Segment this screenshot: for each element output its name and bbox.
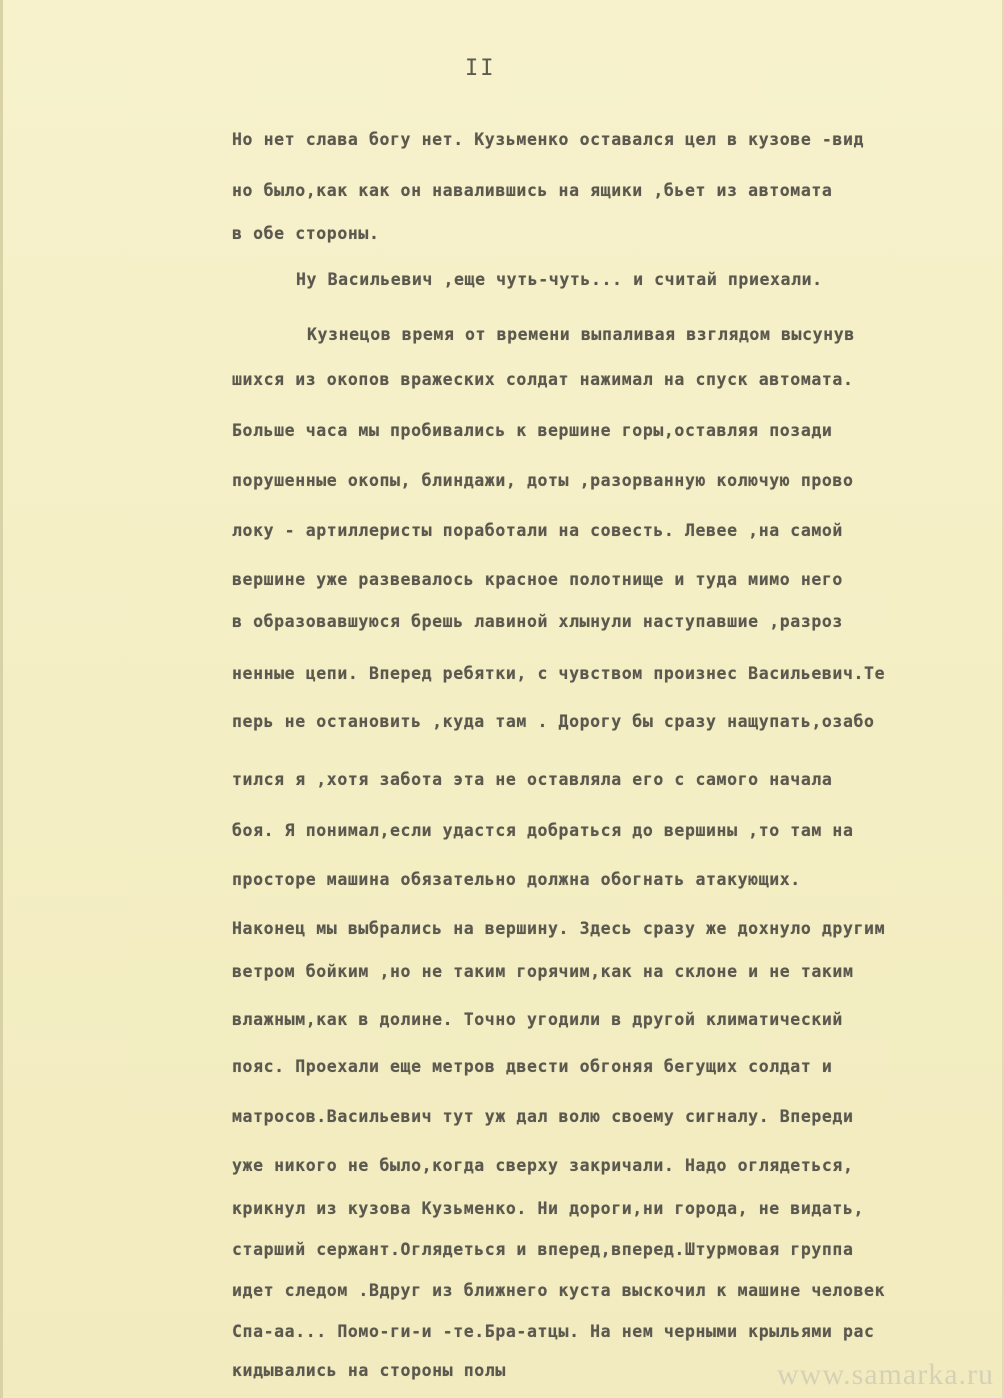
text-line: Наконец мы выбрались на вершину. Здесь сразу же дохнуло другим <box>232 919 886 938</box>
text-line: Но нет слава богу нет. Кузьменко оставался цел в кузове -вид <box>232 130 865 149</box>
text-line: влажным,как в долине. Точно угодили в другой климатический <box>232 1010 843 1029</box>
watermark: www.samarka.ru <box>777 1358 994 1391</box>
text-line: кидывались на стороны полы <box>232 1361 506 1380</box>
text-line: Спа-аа... Помо-ги-и -те.Бра-атцы. На нем черными крыльями рас <box>232 1322 875 1341</box>
page-number: II <box>465 56 496 81</box>
text-line: просторе машина обязательно должна обогнать атакующих. <box>232 870 801 889</box>
text-line: старший сержант.Оглядеться и вперед,вперед.Штурмовая группа <box>232 1240 854 1259</box>
text-line: Ну Васильевич ,еще чуть-чуть... и считай приехали. <box>296 270 823 289</box>
text-line: уже никого не было,когда сверху закричали. Надо оглядеться, <box>232 1156 854 1175</box>
text-line: вершине уже развевалось красное полотнище и туда мимо него <box>232 570 843 589</box>
text-line: боя. Я понимал,если удастся добраться до вершины ,то там на <box>232 821 854 840</box>
text-line: матросов.Васильевич тут уж дал волю своему сигналу. Впереди <box>232 1107 854 1126</box>
text-line: шихся из окопов вражеских солдат нажимал на спуск автомата. <box>232 370 854 389</box>
text-line: Кузнецов время от времени выпаливая взглядом высунув <box>307 325 855 344</box>
text-line: ветром бойким ,но не таким горячим,как на склоне и не таким <box>232 962 854 981</box>
text-line: локу - артиллеристы поработали на совесть. Левее ,на самой <box>232 521 843 540</box>
text-line: но было,как как он навалившись на ящики ,бьет из автомата <box>232 181 833 200</box>
text-line: ненные цепи. Вперед ребятки, с чувством произнес Васильевич.Те <box>232 664 886 683</box>
text-line: тился я ,хотя забота эта не оставляла его с самого начала <box>232 770 833 789</box>
text-line: крикнул из кузова Кузьменко. Ни дороги,ни города, не видать, <box>232 1199 865 1218</box>
text-line: идет следом .Вдруг из ближнего куста выскочил к машине человек <box>232 1281 886 1300</box>
text-line: пояс. Проехали еще метров двести обгоняя бегущих солдат и <box>232 1057 833 1076</box>
text-line: в образовавшуюся брешь лавиной хлынули наступавшие ,разроз <box>232 612 843 631</box>
text-line: порушенные окопы, блиндажи, доты ,разорванную колючую прово <box>232 471 854 490</box>
text-line: перь не остановить ,куда там . Дорогу бы сразу нащупать,озабо <box>232 712 875 731</box>
text-line: Больше часа мы пробивались к вершине горы,оставляя позади <box>232 421 833 440</box>
text-line: в обе стороны. <box>232 224 380 243</box>
